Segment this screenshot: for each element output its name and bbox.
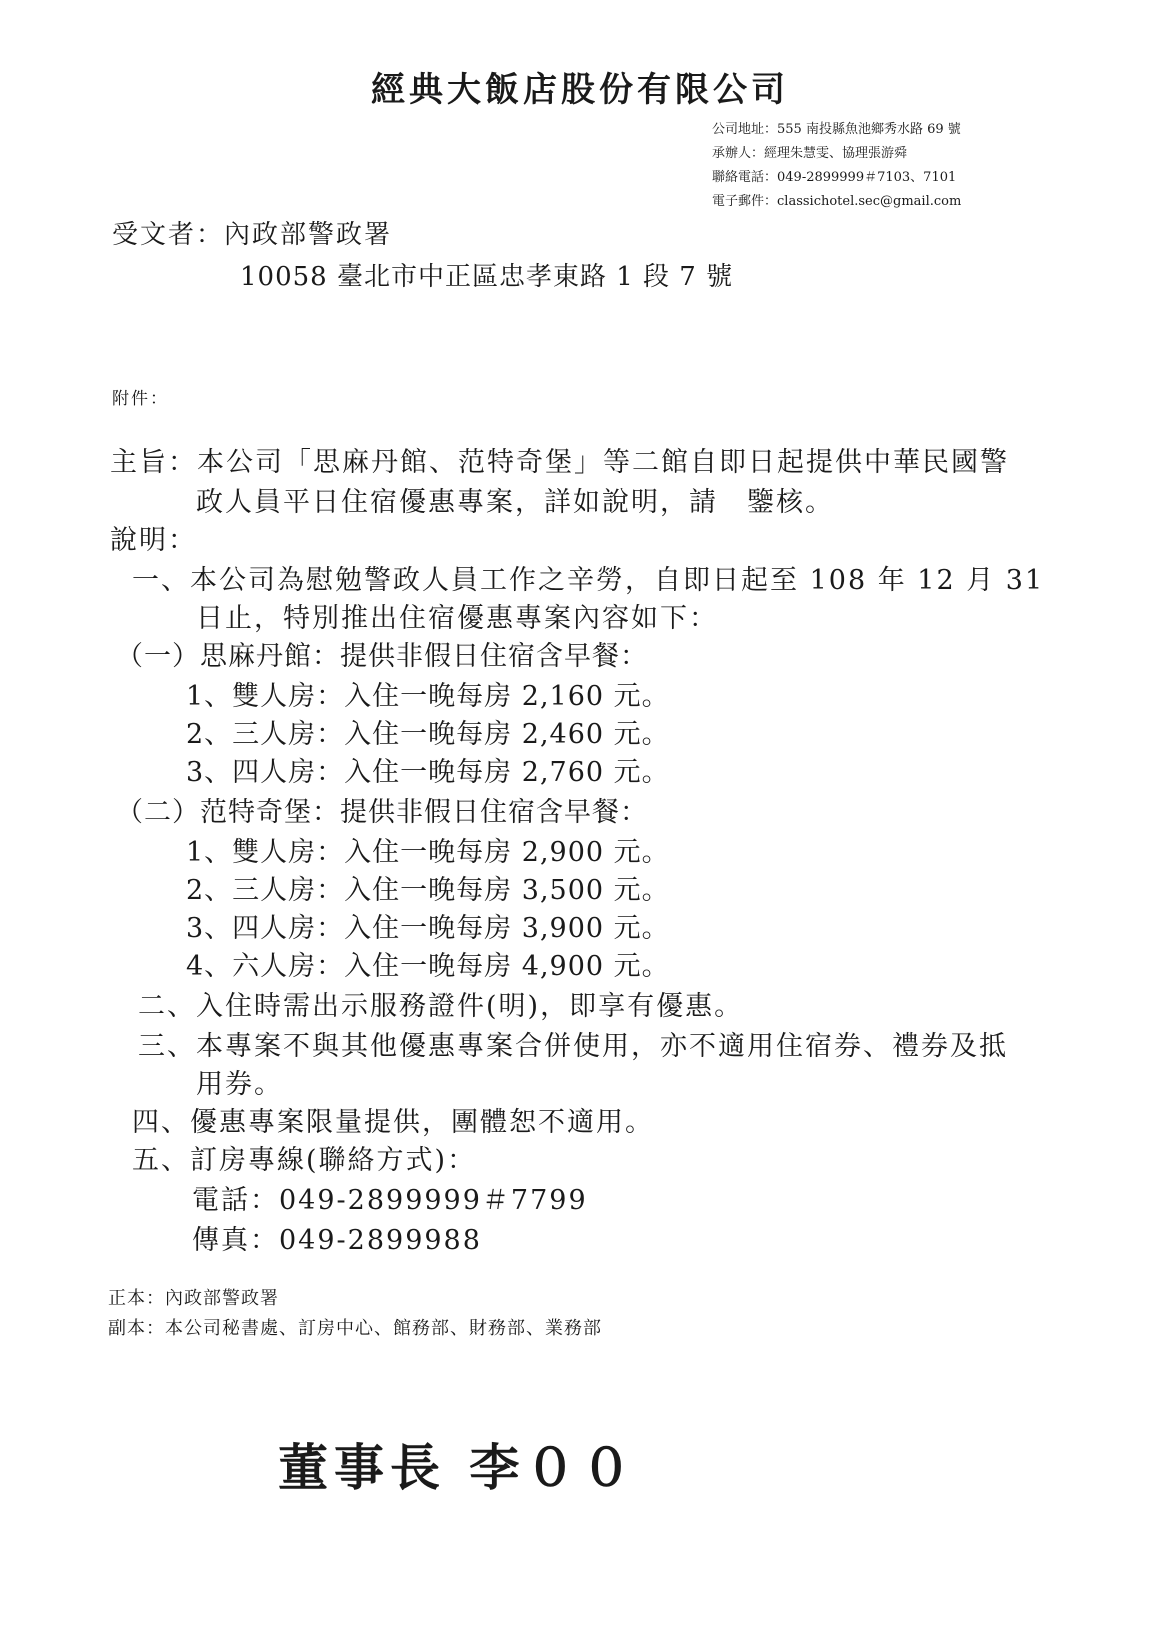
hotel-1-room-3: 3、四人房：入住一晚每房 2,760 元。: [186, 757, 670, 788]
company-title: 經典大飯店股份有限公司: [371, 70, 789, 110]
explanation-label: 說明：: [110, 525, 197, 556]
company-address: 公司地址：555 南投縣魚池鄉秀水路 69 號: [712, 122, 961, 137]
contact-email: 電子郵件：classichotel.sec@gmail.com: [712, 194, 962, 209]
booking-fax: 傳真：049-2899988: [192, 1225, 482, 1256]
hotel-2-room-2: 2、三人房：入住一晚每房 3,500 元。: [186, 875, 670, 906]
hotel-1-heading: （一）思麻丹館：提供非假日住宿含早餐：: [116, 641, 648, 672]
hotel-2-room-1: 1、雙人房：入住一晚每房 2,900 元。: [186, 837, 670, 868]
hotel-2-heading: （二）范特奇堡：提供非假日住宿含早餐：: [116, 797, 648, 828]
item-3-line-2: 用券。: [196, 1069, 283, 1100]
hotel-1-room-2: 2、三人房：入住一晚每房 2,460 元。: [186, 719, 670, 750]
item-5: 五、訂房專線(聯絡方式)：: [132, 1145, 477, 1176]
signature: 董事長 李００: [278, 1438, 638, 1497]
subject-line-1: 主旨：本公司「思麻丹館、范特奇堡」等二館自即日起提供中華民國警: [110, 447, 1009, 478]
hotel-1-room-1: 1、雙人房：入住一晚每房 2,160 元。: [186, 681, 670, 712]
recipient-address: 10058 臺北市中正區忠孝東路 1 段 7 號: [240, 262, 734, 292]
item-3-line-1: 三、本專案不與其他優惠專案合併使用，亦不適用住宿券、禮券及抵: [138, 1031, 1008, 1062]
item-1-line-2: 日止，特別推出住宿優惠專案內容如下：: [196, 603, 718, 634]
item-2: 二、入住時需出示服務證件(明)，即享有優惠。: [138, 991, 744, 1022]
hotel-2-room-3: 3、四人房：入住一晚每房 3,900 元。: [186, 913, 670, 944]
hotel-2-room-4: 4、六人房：入住一晚每房 4,900 元。: [186, 951, 670, 982]
booking-phone: 電話：049-2899999＃7799: [192, 1185, 588, 1216]
item-4: 四、優惠專案限量提供，團體恕不適用。: [132, 1107, 654, 1138]
attachment-label: 附件：: [112, 389, 169, 409]
distribution-original: 正本：內政部警政署: [108, 1288, 279, 1309]
recipient-label: 受文者：內政部警政署: [112, 220, 393, 250]
item-1-line-1: 一、本公司為慰勉警政人員工作之辛勞，自即日起至 108 年 12 月 31: [132, 565, 1045, 596]
subject-line-2: 政人員平日住宿優惠專案，詳如說明，請 鑒核。: [196, 487, 834, 518]
contact-person: 承辦人：經理朱慧雯、協理張游舜: [712, 146, 908, 161]
contact-phone: 聯絡電話：049-2899999＃7103、7101: [712, 170, 957, 185]
distribution-copy: 副本：本公司秘書處、訂房中心、館務部、財務部、業務部: [108, 1318, 602, 1339]
